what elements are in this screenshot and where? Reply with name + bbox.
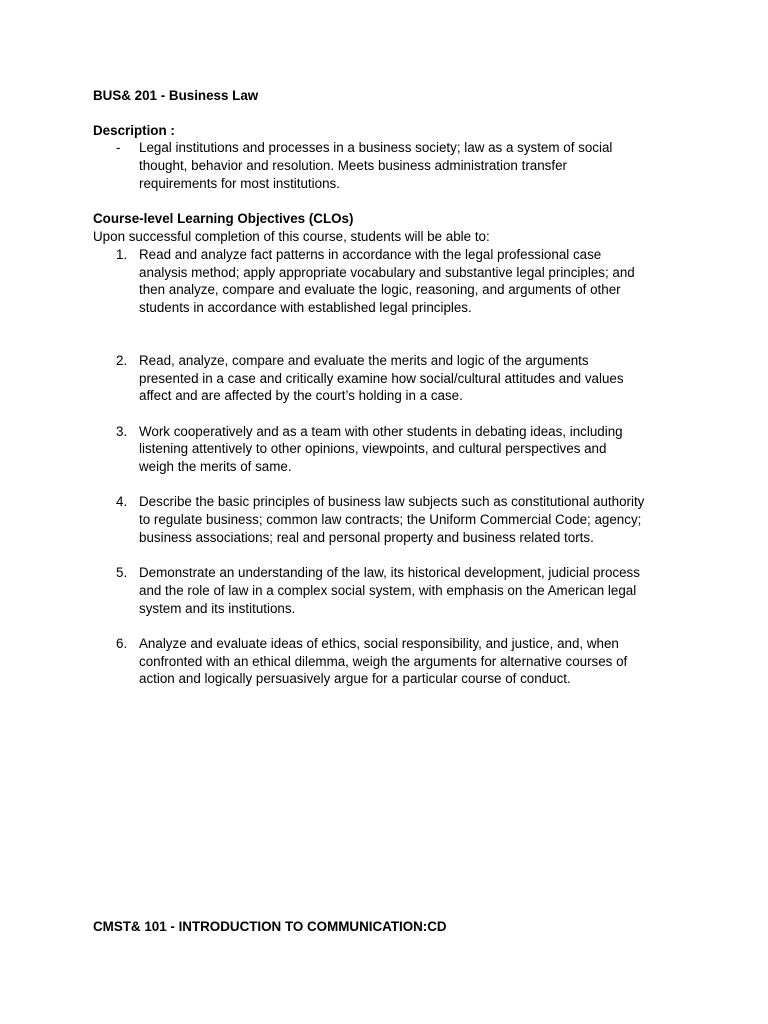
objective-line: Read and analyze fact patterns in accordance with the legal professional case	[139, 247, 602, 262]
objective-number: 1.	[116, 247, 128, 262]
objective-line: affect and are affected by the court’s holding in a case.	[139, 388, 463, 403]
objective-line: Read, analyze, compare and evaluate the merits and logic of the arguments	[139, 353, 589, 368]
objective-line: students in accordance with established legal principles.	[139, 300, 472, 315]
description-bullet: -	[116, 140, 121, 155]
objective-number: 6.	[116, 636, 128, 651]
next-course-title: CMST& 101 - INTRODUCTION TO COMMUNICATION:CD	[93, 919, 447, 934]
course-title: BUS& 201 - Business Law	[93, 88, 259, 103]
objective-line: and the role of law in a complex social system, with emphasis on the American legal	[139, 583, 637, 598]
objective-number: 4.	[116, 494, 128, 509]
objective-line: Analyze and evaluate ideas of ethics, social responsibility, and justice, and, when	[139, 636, 619, 651]
description-line: Legal institutions and processes in a business society; law as a system of social	[139, 140, 613, 155]
description-line: requirements for most institutions.	[139, 176, 340, 191]
objective-line: business associations; real and personal property and business related torts.	[139, 530, 594, 545]
objective-line: Work cooperatively and as a team with other students in debating ideas, including	[139, 424, 623, 439]
objective-line: action and logically persuasively argue for a particular course of conduct.	[139, 671, 571, 686]
objective-line: weigh the merits of same.	[139, 459, 292, 474]
objective-number: 3.	[116, 424, 128, 439]
objective-line: Describe the basic principles of business law subjects such as constitutional authority	[139, 494, 645, 509]
clo-intro: Upon successful completion of this course, students will be able to:	[93, 229, 490, 244]
description-heading: Description :	[93, 123, 175, 138]
objective-line: analysis method; apply appropriate vocabulary and substantive legal principles; and	[139, 265, 635, 280]
objective-line: to regulate business; common law contracts; the Uniform Commercial Code; agency;	[139, 512, 642, 527]
objective-number: 2.	[116, 353, 128, 368]
objective-line: then analyze, compare and evaluate the logic, reasoning, and arguments of other	[139, 282, 621, 297]
objective-line: confronted with an ethical dilemma, weigh the arguments for alternative courses of	[139, 654, 628, 669]
description-line: thought, behavior and resolution. Meets business administration transfer	[139, 158, 567, 173]
objective-line: presented in a case and critically examine how social/cultural attitudes and values	[139, 371, 624, 386]
objective-number: 5.	[116, 565, 128, 580]
clo-heading: Course-level Learning Objectives (CLOs)	[93, 211, 354, 226]
objective-line: system and its institutions.	[139, 601, 296, 616]
objective-line: listening attentively to other opinions, viewpoints, and cultural perspectives and	[139, 441, 607, 456]
objective-line: Demonstrate an understanding of the law, its historical development, judicial process	[139, 565, 640, 580]
